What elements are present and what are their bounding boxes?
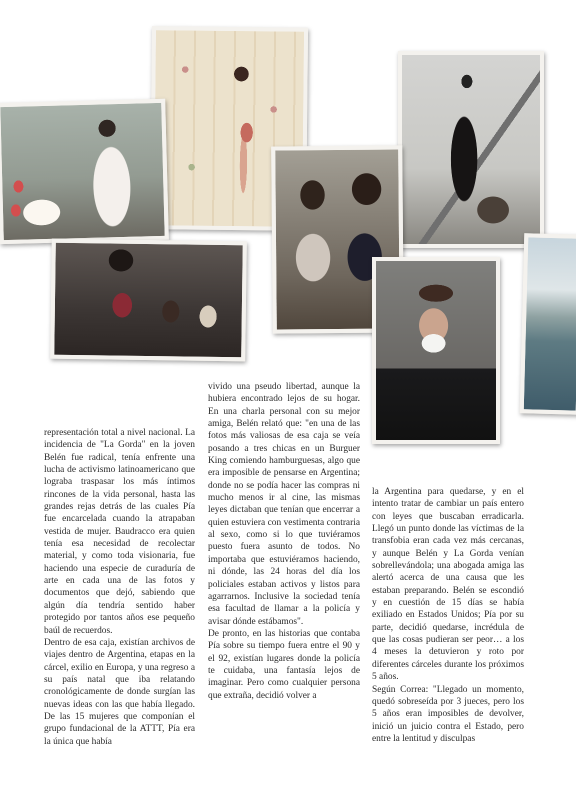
paragraph: la Argentina para quedarse, y en el intento tratar de cambiar un país entero con leyes que buscaban erradicarla. Llegó un punto donde las víctimas de la transfobia eran cada vez más cercanas, y aunque Belén y La Gorda venían sobrellevándola; una abogada amiga las alertó acerca de una causa que les estaban preparando. Belén se escondió y en cuestión de 15 días se había exiliado en Estados Unidos; Pía por su parte, decidió quedarse, incrédula de que las cosas pudieran ser peor… a los 4 meses la detuvieron y roto por diferentes cárceles durante los próximos 5 años.: [372, 487, 524, 683]
text-column-1: [44, 427, 195, 748]
paragraph: representación total a nivel nacional. La incidencia de "La Gorda" en la joven Belén fue radical, tenía enfrente una lucha de activismo latinoamericano que lograba traspasar los más íntimos rincones de la vida personal, hasta las grandes rejas detrás de las cuales Pía fue encarcelada cuando la atrapaban vestida de mujer. Baudracco era quien tenía esa necesidad de recolectar material, y como toda visionaria, fue haciendo una especie de curaduría de arte en cada una de las fotos y documentos que dejó, sabiendo que algún día tendría sentido haber protegido por tantos años ese pequeño baúl de recuerdos.: [44, 428, 195, 636]
text-column-3: [372, 486, 524, 745]
text-column-2: [208, 381, 360, 702]
paragraph: Según Correa: "Llegado un momento, quedó sobreseída por 3 jueces, pero los 5 años eran imposibles de devolver, inició un juicio contra el Estado, pero entre la lentitud y disculpas: [372, 684, 524, 744]
photo-shaving-selfie: [372, 257, 500, 444]
photo-coast-landscape: [520, 233, 576, 415]
photo-woman-with-wolf: [398, 51, 544, 248]
paragraph: Dentro de esa caja, existían archivos de viajes dentro de Argentina, etapas en la cárcel, exilio en Europa, y una regreso a su país natal que iba relatando cronológicamente de donde surgían las nuevas ideas con las que había llegado. De las 15 mujeres que componían el grupo fundacional de la ATTT, Pía era la única que había: [44, 637, 195, 747]
paragraph: De pronto, en las historias que contaba Pía sobre su tiempo fuera entre el 90 y el 92, existían lugares donde la policía te cuidaba, una fantasía lejos de imaginar. Pero como cualquier persona que extraña, decidió volver a: [208, 628, 360, 701]
paragraph: vivido una pseudo libertad, aunque la hubiera encontrado lejos de su hogar. En una charla personal con su mejor amiga, Belén relató que: "en una de las fotos más valiosas de esa caja se veía posando a tres chicas en un Burguer King comiendo hamburguesas, algo que era imposible de pensarse en Argentina; donde no se podía hacer las compras ni mucho menos ir al cine, las mismas leyes dictaban que tenían que encerrar a quien estuviera con vestimenta contraria al sexo, como si lo que tuviéramos puesto fuera asunto de todos. No importaba que estuviéramos haciendo, ni dónde, las 24 horas del día los policiales estaban activos y listos para agarrarnos. Inclusive la sociedad tenía esa facultad de llamar a la policía y avisar dónde estábamos".: [208, 382, 360, 627]
photo-cabaret-group: [50, 239, 247, 362]
photo-birthday-cake: [0, 99, 169, 244]
